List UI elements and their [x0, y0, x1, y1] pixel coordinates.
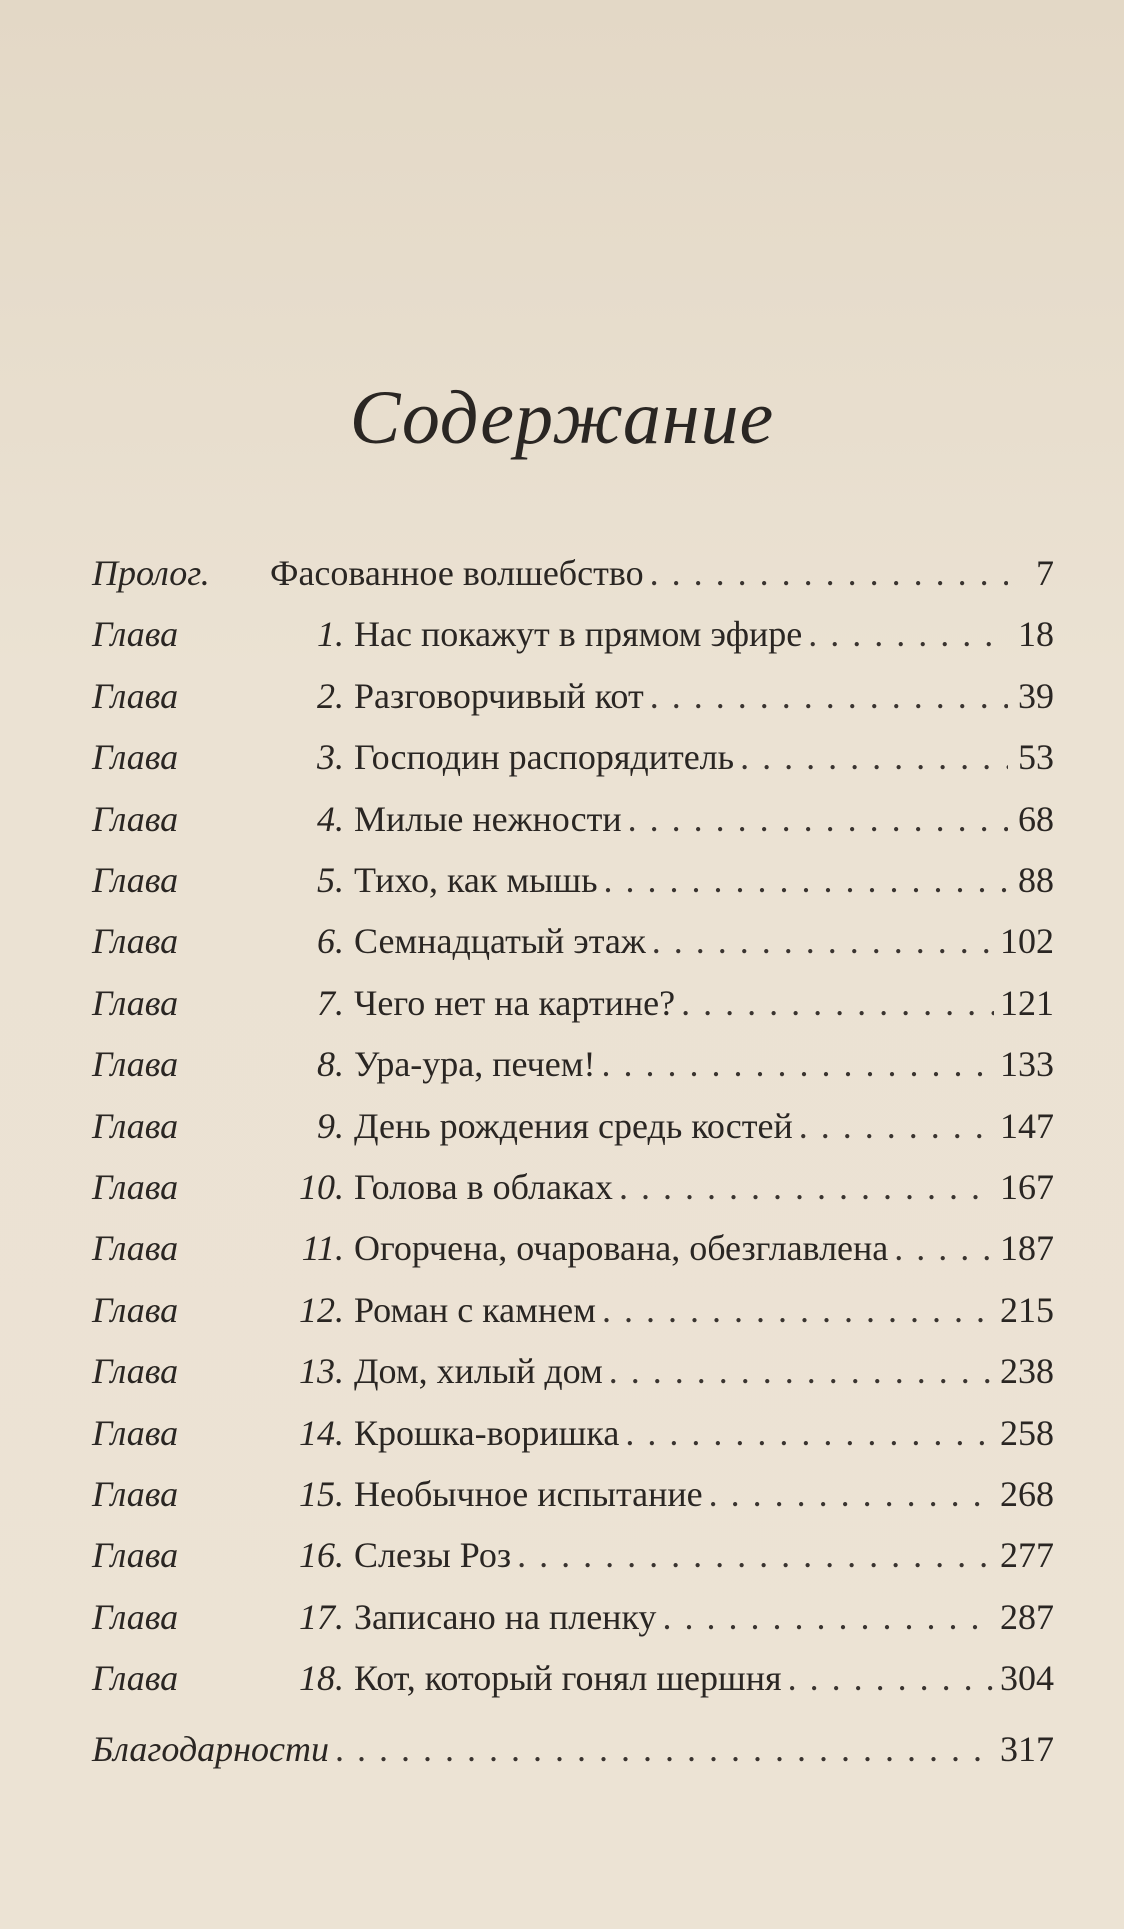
leader-dots	[650, 545, 1008, 601]
chapter-number: 12.	[299, 1289, 344, 1330]
toc-entry-chapter	[92, 606, 1054, 662]
entry-title: Нас покажут в прямом эфире	[354, 614, 803, 655]
entry-label: Глава	[92, 860, 179, 900]
entry-title: Фасованное волшебство	[270, 553, 644, 593]
page-title: Содержание	[349, 376, 775, 460]
leader-dots	[662, 1589, 994, 1645]
entry-title: Записано на пленку	[354, 1596, 657, 1637]
page-number: 187	[1000, 1228, 1054, 1269]
entry-label: Глава	[92, 982, 179, 1023]
entry-title: Роман с камнем	[354, 1289, 596, 1330]
leader-dots	[517, 1527, 994, 1583]
leader-dots	[601, 1036, 994, 1092]
entry-title: Голова в облаках	[354, 1167, 613, 1207]
leader-dots	[740, 729, 1008, 785]
leader-dots	[681, 975, 994, 1031]
chapter-number: 1.	[317, 614, 344, 655]
toc-entry-chapter	[92, 729, 1054, 785]
leader-dots	[625, 1405, 994, 1461]
page-number: 68	[1018, 798, 1054, 839]
chapter-number: 17.	[299, 1596, 344, 1637]
chapter-number: 16.	[299, 1535, 344, 1576]
chapter-number: 18.	[299, 1658, 344, 1699]
chapter-number: 15.	[299, 1474, 344, 1514]
chapter-number: 5.	[317, 860, 344, 900]
chapter-number: 7.	[317, 982, 344, 1023]
toc-entry-chapter	[92, 975, 1054, 1031]
leader-dots	[652, 913, 994, 969]
entry-title: Слезы Роз	[354, 1535, 512, 1576]
entry-label: Глава	[92, 921, 179, 962]
chapter-number: 10.	[299, 1167, 344, 1207]
page-number: 147	[1000, 1105, 1054, 1146]
entry-label: Пролог.	[92, 553, 210, 593]
toc-entry-chapter	[92, 1343, 1054, 1399]
toc-entry-chapter	[92, 1650, 1054, 1706]
entry-title: Семнадцатый этаж	[354, 921, 646, 962]
toc-entry-chapter	[92, 1159, 1054, 1215]
page-number: 304	[1000, 1658, 1054, 1699]
entry-label: Глава	[92, 798, 179, 839]
toc-entry-chapter	[92, 791, 1054, 847]
leader-dots	[628, 791, 1008, 847]
leader-dots	[602, 1282, 994, 1338]
page-number: 39	[1018, 675, 1054, 716]
entry-label: Глава	[92, 1474, 179, 1514]
toc-entry-chapter	[92, 852, 1054, 908]
page-number: 53	[1018, 737, 1054, 778]
page-number: 102	[1000, 921, 1054, 962]
toc-entry-acknowledgements	[92, 1721, 1054, 1777]
toc-entry-chapter	[92, 1282, 1054, 1338]
toc-entry-chapter	[92, 668, 1054, 724]
toc-entry-chapter	[92, 913, 1054, 969]
page-number: 317	[1000, 1728, 1054, 1769]
chapter-number: 11.	[301, 1228, 344, 1269]
toc-entry-chapter	[92, 1527, 1054, 1583]
entry-label: Благодарности	[92, 1728, 329, 1769]
leader-dots	[788, 1650, 994, 1706]
toc-entry-chapter	[92, 1220, 1054, 1276]
entry-title: Крошка-воришка	[354, 1412, 620, 1453]
entry-title: Необычное испытание	[354, 1474, 703, 1514]
leader-dots	[619, 1159, 994, 1215]
entry-title: День рождения средь костей	[354, 1105, 793, 1146]
entry-label: Глава	[92, 1658, 179, 1699]
leader-dots	[709, 1466, 994, 1522]
entry-label: Глава	[92, 1044, 179, 1085]
page-number: 88	[1018, 860, 1054, 900]
page-number: 215	[1000, 1289, 1054, 1330]
page-number: 133	[1000, 1044, 1054, 1085]
entry-title: Разговорчивый кот	[354, 675, 644, 716]
entry-label: Глава	[92, 1105, 179, 1146]
page-number: 121	[1000, 982, 1054, 1023]
page-number: 268	[1000, 1474, 1054, 1514]
leader-dots	[799, 1098, 994, 1154]
leader-dots	[894, 1220, 994, 1276]
entry-title: Чего нет на картине?	[354, 982, 676, 1023]
chapter-number: 13.	[299, 1351, 344, 1392]
entry-title: Ура-ура, печем!	[354, 1044, 596, 1085]
entry-label: Глава	[92, 1535, 179, 1576]
entry-label: Глава	[92, 1167, 179, 1207]
leader-dots	[808, 606, 1008, 662]
entry-title: Огорчена, очарована, обезглавлена	[354, 1228, 889, 1269]
chapter-number: 8.	[317, 1044, 344, 1085]
entry-label: Глава	[92, 1289, 179, 1330]
chapter-number: 6.	[317, 921, 344, 962]
page-number: 167	[1000, 1167, 1054, 1207]
entry-label: Глава	[92, 675, 179, 716]
chapter-number: 3.	[317, 737, 344, 778]
entry-title: Дом, хилый дом	[354, 1351, 603, 1392]
entry-label: Глава	[92, 1228, 179, 1269]
page-number: 258	[1000, 1412, 1054, 1453]
leader-dots	[604, 852, 1008, 908]
entry-title: Тихо, как мышь	[354, 860, 598, 900]
toc-entry-prologue	[92, 545, 1054, 601]
page-number: 238	[1000, 1351, 1054, 1392]
chapter-number: 9.	[317, 1105, 344, 1146]
leader-dots	[609, 1343, 994, 1399]
page-number: 18	[1018, 614, 1054, 655]
toc-entry-chapter	[92, 1036, 1054, 1092]
entry-label: Глава	[92, 1412, 179, 1453]
entry-title: Господин распорядитель	[354, 737, 735, 778]
page-number: 277	[1000, 1535, 1054, 1576]
chapter-number: 4.	[317, 798, 344, 839]
entry-title: Кот, который гонял шершня	[354, 1658, 782, 1699]
leader-dots	[335, 1721, 994, 1777]
chapter-number: 14.	[299, 1412, 344, 1453]
entry-label: Глава	[92, 1351, 179, 1392]
toc-entry-chapter	[92, 1589, 1054, 1645]
entry-label: Глава	[92, 1596, 179, 1637]
toc-entry-chapter	[92, 1098, 1054, 1154]
entry-label: Глава	[92, 614, 179, 655]
toc-entry-chapter	[92, 1466, 1054, 1522]
leader-dots	[650, 668, 1008, 724]
entry-label: Глава	[92, 737, 179, 778]
page-number: 7	[1036, 553, 1054, 593]
page-number: 287	[1000, 1596, 1054, 1637]
toc-entry-chapter	[92, 1405, 1054, 1461]
entry-title: Милые нежности	[354, 798, 622, 839]
chapter-number: 2.	[317, 675, 344, 716]
